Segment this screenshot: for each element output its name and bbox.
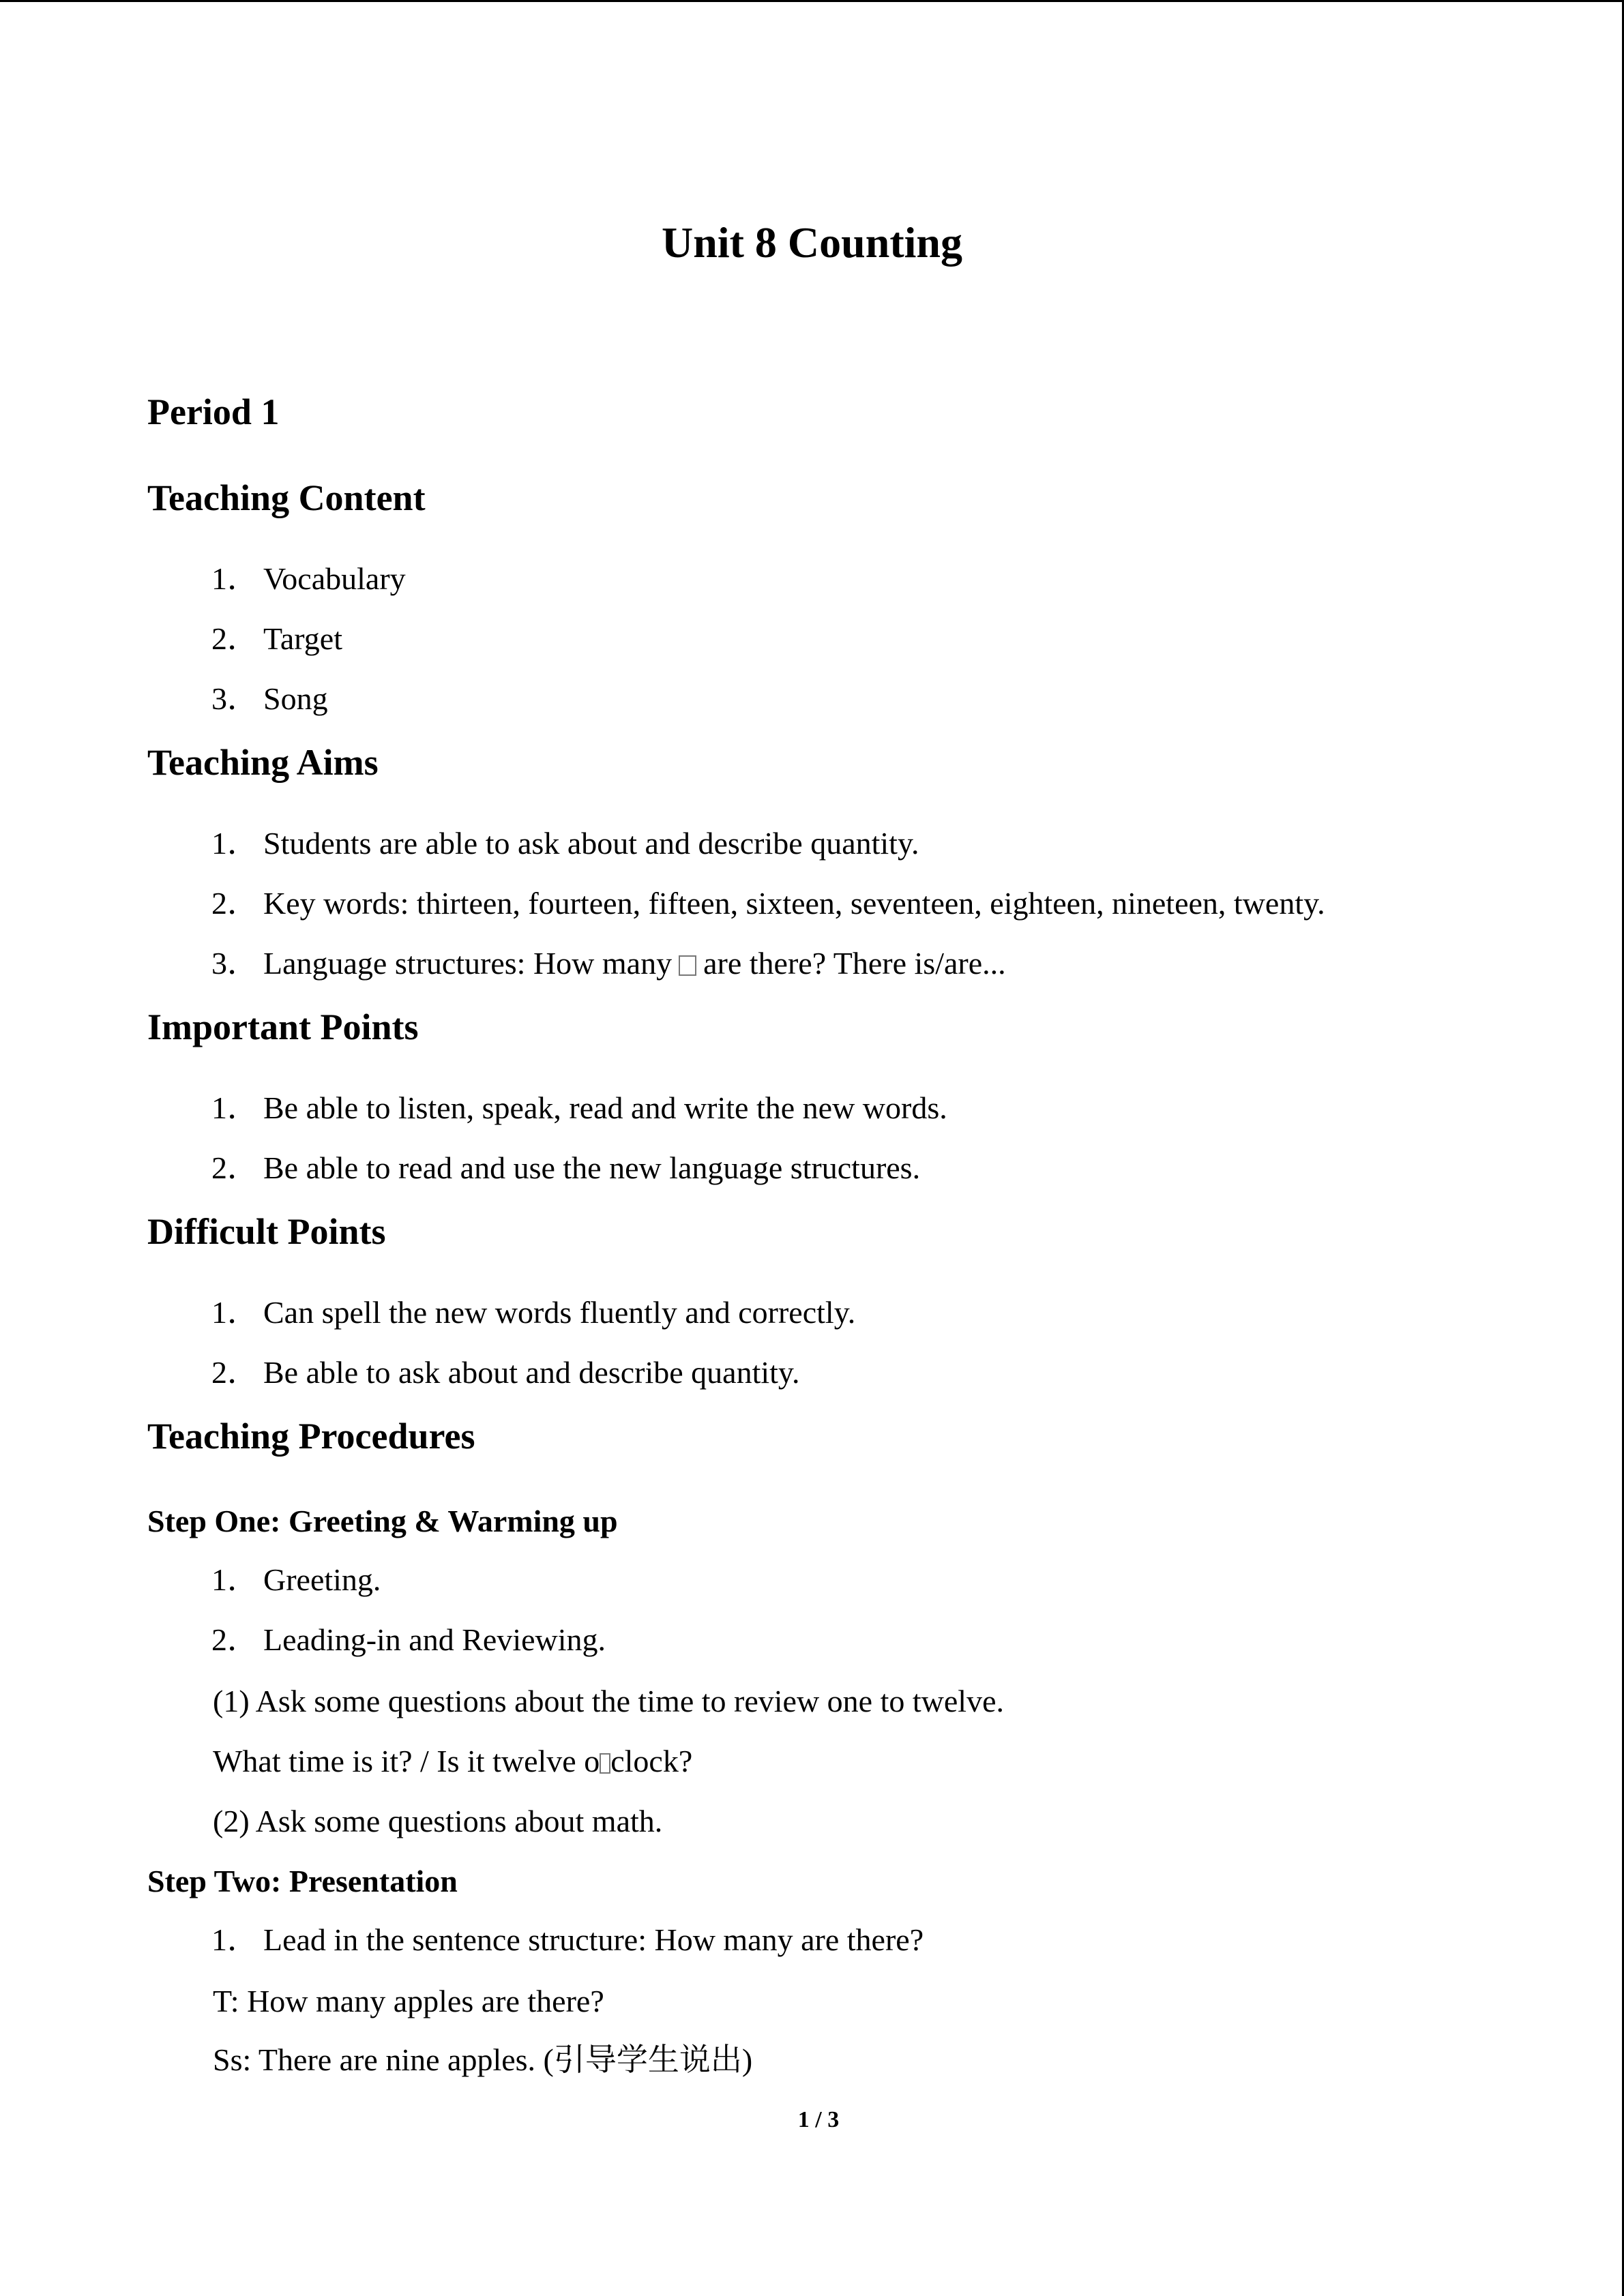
list-item: 2． Be able to ask about and describe quantity. xyxy=(211,1355,800,1390)
list-item: 1． Students are able to ask about and describe quantity. xyxy=(211,826,919,861)
period-heading: Period 1 xyxy=(147,391,280,432)
step-two-paragraph: Ss: There are nine apples. (引导学生说出) xyxy=(213,2042,753,2077)
missing-glyph-box xyxy=(600,1753,610,1774)
difficult-points-heading: Difficult Points xyxy=(147,1211,386,1252)
missing-glyph-box xyxy=(679,955,696,976)
step-one-heading: Step One: Greeting & Warming up xyxy=(147,1504,618,1538)
list-item: 3． Song xyxy=(211,681,328,716)
important-points-heading: Important Points xyxy=(147,1007,419,1047)
list-item: 2． Key words: thirteen, fourteen, fifteen, sixteen, seventeen, eighteen, nineteen, twenty. xyxy=(211,886,1325,921)
list-item: 1． Lead in the sentence structure: How many are there? xyxy=(211,1922,924,1957)
step-one-paragraph: (2) Ask some questions about math. xyxy=(213,1804,663,1838)
step-two-paragraph: T: How many apples are there? xyxy=(213,1984,604,2018)
teaching-procedures-heading: Teaching Procedures xyxy=(147,1416,475,1457)
list-item: 1． Can spell the new words fluently and correctly. xyxy=(211,1295,856,1330)
list-item: 1． Vocabulary xyxy=(211,561,406,596)
list-item: 1． Be able to listen, speak, read and write the new words. xyxy=(211,1090,947,1125)
document-title: Unit 8 Counting xyxy=(662,218,962,267)
step-two-heading: Step Two: Presentation xyxy=(147,1864,458,1898)
teaching-aims-heading: Teaching Aims xyxy=(147,742,379,783)
list-item: 3． Language structures: How many are there? There is/are... xyxy=(211,946,1006,981)
list-item: 2． Leading-in and Reviewing. xyxy=(211,1622,606,1657)
list-item: 1． Greeting. xyxy=(211,1562,381,1597)
teaching-content-heading: Teaching Content xyxy=(147,477,426,518)
list-item: 2． Target xyxy=(211,621,342,656)
list-item: 2． Be able to read and use the new language structures. xyxy=(211,1150,921,1185)
step-one-paragraph: What time is it? / Is it twelve o clock? xyxy=(213,1744,693,1778)
step-one-paragraph: (1) Ask some questions about the time to review one to twelve. xyxy=(213,1684,1004,1718)
page-number: 1 / 3 xyxy=(797,2107,840,2132)
